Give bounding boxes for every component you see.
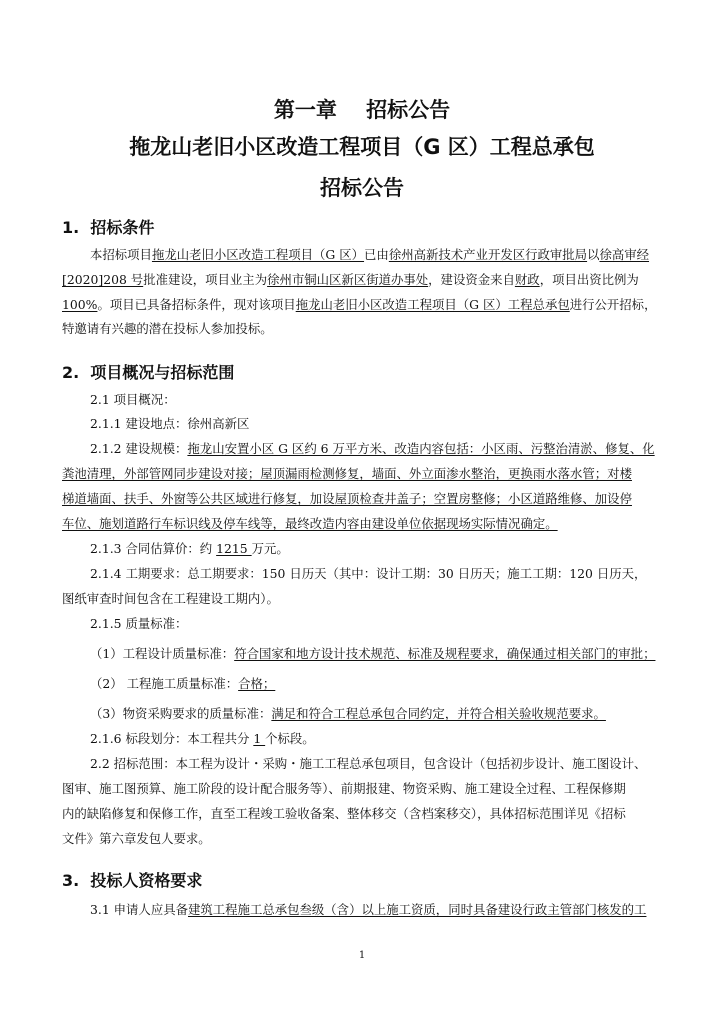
text: ，建设资金来自 [428,272,515,287]
s2-2-line-2: 图审、施工图预算、施工阶段的设计配合服务等）、前期报建、物资采购、施工建设全过程、工程保修期 [62,781,626,796]
s2-1-1: 2.1.1 建设地点：徐州高新区 [90,416,250,431]
quality-standard: 符合国家和地方设计技术规范、标准及规程要求，确保通过相关部门的审批； [234,646,656,661]
quality-standard: 合格； [238,676,276,691]
text: 以 [587,247,600,262]
s2-1: 2.1 项目概况： [90,392,176,407]
s2-2-line-3: 内的缺陷修复和保修工作，直至工程竣工验收备案、整体移交（含档案移交），具体招标范围详见《招标 [62,806,626,821]
s2-1-3 [90,541,289,557]
s2-1-4-line-1: 2.1.4 工期要求：总工期要求：150 日历天（其中：设计工期：30 日历天；施工工期：120 日历天， [90,566,647,581]
s2-2-line-1: 2.2 招标范围：本工程为设计・采购・施工工程总承包项目，包含设计（包括初步设计、施工图设计、 [90,756,647,771]
section-2-heading: 2. 项目概况与招标范围 [62,363,235,382]
s1-line-1 [90,247,649,263]
quality-3 [90,706,606,722]
text: 万元。 [251,541,289,556]
quality-standard: 满足和符合工程总承包合同约定，并符合相关验收规范要求。 [271,706,606,721]
chapter-title: 第一章 招标公告 [273,98,451,122]
s3-1 [90,902,646,918]
text: （2） 工程施工质量标准： [90,676,239,691]
text: （1）工程设计质量标准： [90,646,235,661]
funding-source: 财政 [514,272,540,287]
approval-number: 徐高审经 [599,247,650,262]
s2-1-2-line-4: 车位、施划道路行车标识线及停车线等，最终改造内容由建设单位依据现场实际情况确定。 [62,516,558,531]
quality-2 [90,676,275,692]
project-name: 拖龙山老旧小区改造工程项目（G 区）工程总承包 [295,297,570,312]
qualification-text: 建筑工程施工总承包叁级（含）以上施工资质，同时具备建设行政主管部门核发的工 [188,902,647,917]
text: 2.1.2 建设规模： [90,441,188,456]
project-title: 拖龙山老旧小区改造工程项目（G 区）工程总承包 [129,135,595,159]
s1-line-3 [62,297,656,313]
text: （3）物资采购要求的质量标准： [90,706,272,721]
s2-1-2-line-3: 梯道墙面、扶手、外窗等公共区域进行修复，加设屋顶检查井盖子；空置房整修；小区道路维修、加设停 [62,491,632,506]
text: 2.1.3 合同估算价：约 [90,541,217,556]
s2-1-6 [90,731,315,747]
project-owner: 徐州市铜山区新区街道办事处 [267,272,429,287]
text: 进行公开招标， [569,297,657,312]
quality-1 [90,646,655,662]
text: 3.1 申请人应具备 [90,902,188,917]
text: 2.1.6 标段划分：本工程共分 [90,731,254,746]
estimated-price: 1215 [216,541,252,556]
s1-line-4: 特邀请有兴趣的潜在投标人参加投标。 [62,321,273,336]
scope-text: 拖龙山安置小区 G 区约 6 万平方米、改造内容包括：小区雨、污整治清淤、修复、化 [187,441,655,456]
approval-number-cont: [2020]208 号 [62,272,144,287]
s1-line-2 [62,272,639,288]
text: 批准建设，项目业主为 [143,272,268,287]
s2-1-5: 2.1.5 质量标准： [90,616,188,631]
announcement-title: 招标公告 [320,176,404,200]
text: 已由 [364,247,389,262]
approval-authority: 徐州高新技术产业开发区行政审批局 [388,247,588,262]
text: ，项目出资比例为 [539,272,639,287]
project-name: 拖龙山老旧小区改造工程项目（G 区） [151,247,365,262]
section-1-heading: 1. 招标条件 [62,218,155,237]
page-number: 1 [358,950,366,961]
text: 。项目已具备招标条件，现对该项目 [97,297,296,312]
section-3-heading: 3. 投标人资格要求 [62,871,203,890]
s2-1-2-line-2: 粪池清理，外部管网同步建设对接；屋顶漏雨检测修复，墙面、外立面渗水整治，更换雨水落水管；对楼 [62,466,632,481]
funding-ratio: 100% [62,297,98,312]
text: 本招标项目 [90,247,152,262]
s2-2-line-4: 文件》第六章发包人要求。 [62,831,211,846]
s2-1-2-line-1 [90,441,655,457]
text: 个标段。 [265,731,315,746]
s2-1-4-line-2: 图纸审查时间包含在工程建设工期内）。 [62,591,279,606]
lot-count: 1 [253,731,266,746]
